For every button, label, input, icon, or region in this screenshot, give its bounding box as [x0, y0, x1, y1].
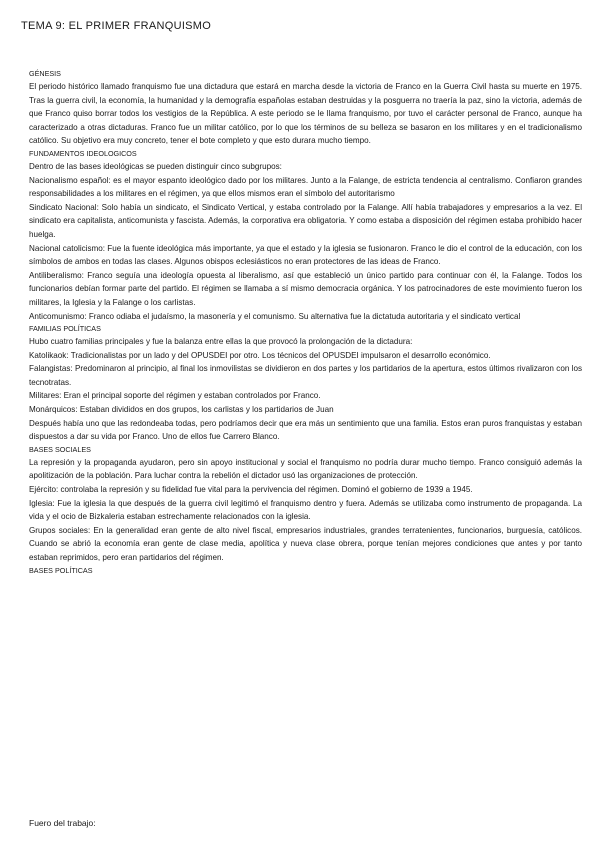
paragraph: Anticomunismo: Franco odiaba el judaísmo, la masonería y el comunismo. Su alternativa fue la dictatuda autoritaria y el sindicato vertical: [29, 311, 521, 321]
paragraph: Nacional catolicismo: Fue la fuente ideológica más importante, ya que el estado y la iglesia se fusionaron. Franco le dio el control de la educación, con los símbolos de ambos en todas las clases. Algunos obispos eclesiásticos no eran protectores de las ideas de Franco.: [29, 243, 582, 267]
paragraph: La represión y la propaganda ayudaron, pero sin apoyo institucional y social el franquismo no podría durar mucho tiempo. Franco consiguió además la apolitización de la población. Para luchar contra la rebelión el dictador usó las organizaciones de protección.: [29, 457, 582, 481]
paragraph: Katolikaok: Tradicionalistas por un lado y del OPUSDEI por otro. Los técnicos del OPUSDEI impulsaron el desarrollo económico.: [29, 350, 491, 360]
heading-genesis: GÉNESIS: [29, 69, 61, 78]
heading-familias: FAMILIAS POLÍTICAS: [29, 324, 101, 334]
heading-bases-sociales: BASES SOCIALES: [29, 444, 91, 454]
heading-fundamentos: FUNDAMENTOS IDEOLOGICOS: [29, 148, 137, 158]
paragraph: Grupos sociales: En la generalidad eran gente de alto nivel fiscal, empresarios industriales, grandes terratenientes, funcionarios, burguesía, católicos. Cuando se abrió la economía eran gente de clase media, apolítica y nueva clase obrera, porque tenían mejores condiciones que antes y por tanto estaban reprimidos, pero eran partidarios del régimen.: [29, 525, 582, 562]
paragraph: Dentro de las bases ideológicas se pueden distinguir cinco subgrupos:: [29, 161, 282, 171]
paragraph-genesis: El periodo histórico llamado franquismo fue una dictadura que estará en marcha desde la victoria de Franco en la Guerra Civil hasta su muerte en 1975. Tras la guerra civil, la economía, la humanidad y la demografía españolas estaban destruidas y la posguerra no traería la paz, sino la victoria, además de que Franco quiso borrar todos los vestigios de la República. A este periodo se le llama franquismo, por tuvo el carácter personal de Franco, aunque ha caracterizado a otras dictaduras. Franco fue un militar católico, por lo que los términos de su belleza se basaron en los militares y en el tradicionalismo católico. Su objetivo era muy concreto, tener el bote completo y que esto durara mucho tiempo.: [29, 82, 582, 146]
paragraph: Iglesia: Fue la iglesia la que después de la guerra civil legitimó el franquismo dentro y fuera. Además se utilizaba como instrumento de propaganda. La vida y el ocio de Bizkaleria estaban estrechamente relacionados con la iglesia.: [29, 498, 582, 522]
paragraph: Nacionalismo español: es el mayor espanto ideológico dado por los militares. Junto a la Falange, de estricta tendencia al centralismo. Confiaron grandes responsabilidades a los militares en el régimen, ya que ellos mismos eran el símbolo del autoritarismo: [29, 175, 582, 199]
paragraph: Monárquicos: Estaban divididos en dos grupos, los carlistas y los partidarios de Juan: [29, 405, 334, 415]
paragraph: Militares: Eran el principal soporte del régimen y estaban controlados por Franco.: [29, 391, 321, 401]
paragraph: Ejército: controlaba la represión y su fidelidad fue vital para la pervivencia del régimen. Dominó el gobierno de 1939 a 1945.: [29, 485, 473, 495]
paragraph: Sindicato Nacional: Solo había un sindicato, el Sindicato Vertical, y estaba controlado por la Falange. Allí había trabajadores y empresarios a la vez. El sindicato era capitalista, anticomunista y fascista. Además, la corporativa era obligatoria. Y como estaba a disposición del régimen estaba prohibido hacer huelga.: [29, 202, 582, 239]
paragraph: Después había uno que las redondeaba todas, pero podríamos decir que era más un sentimiento que una familia. Estos eran puros franquistas y estaban dispuestos a dar su vida por Franco. Uno de ellos fue Carrero Blanco.: [29, 418, 582, 442]
page-title: TEMA 9: EL PRIMER FRANQUISMO: [21, 20, 212, 32]
paragraph: Falangistas: Predominaron al principio, al final los inmovilistas se dividieron en dos partes y los partidarios de la apertura, estos últimos rivalizaron con los tecnotratas.: [29, 364, 582, 387]
heading-bases-politicas: BASES POLÍTICAS: [29, 565, 93, 575]
footer-note: Fuero del trabajo:: [29, 818, 96, 828]
paragraph: Antiliberalismo: Franco seguía una ideología opuesta al liberalismo, así que estableció un único partido para continuar con él, la Falange. Todos los funcionarios debían formar parte del partido. El régimen se llamaba a sí mismo democracia orgánica. Y los patrocinadores de este movimiento fueron los militares, la Iglesia y la Falange o los carlistas.: [29, 270, 582, 307]
paragraph: Hubo cuatro familias principales y fue la balanza entre ellas la que provocó la prolongación de la dictadura:: [29, 337, 413, 347]
document-body: [29, 68, 582, 577]
